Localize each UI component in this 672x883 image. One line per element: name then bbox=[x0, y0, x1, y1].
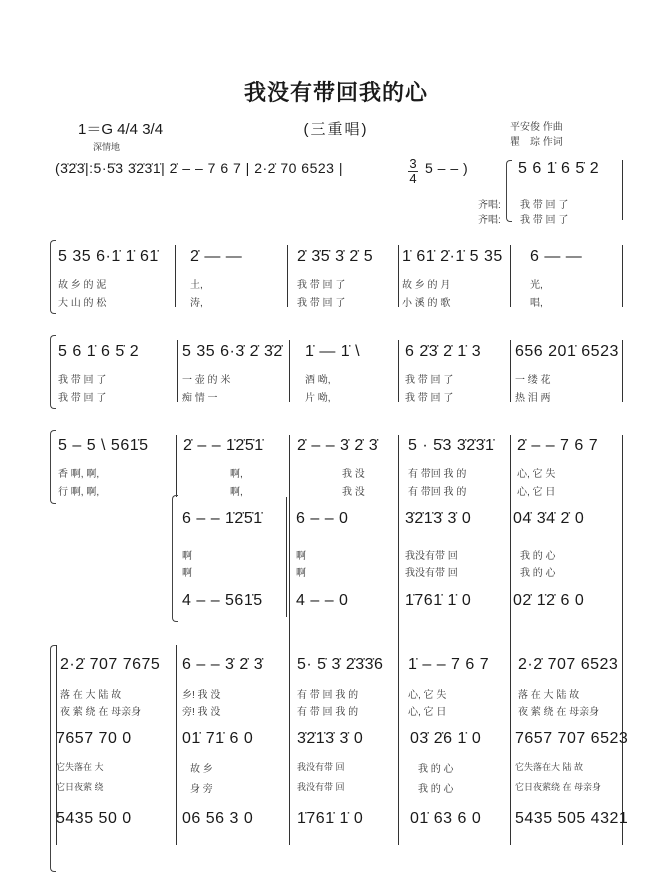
part3-notes: 02̇ 1̇2̇ 6 0 bbox=[513, 592, 585, 609]
lyrics-verse1: 土, bbox=[190, 280, 203, 291]
lyrics-verse2: 大 山 的 松 bbox=[58, 298, 107, 309]
measure-notes: 5 6 1̇ 6 5̇ 2 bbox=[58, 343, 140, 360]
measure-notes: 5 – 5 \ 561̇5 bbox=[58, 437, 149, 454]
lyrics-verse1: 有 带 回 我 的 bbox=[297, 690, 359, 701]
barline bbox=[289, 645, 290, 845]
part2-lyrics: 我 的 心 bbox=[520, 568, 556, 579]
part2-lyrics: 我没有带 回 bbox=[297, 782, 345, 792]
measure-notes: 656 201̇ 6523 bbox=[515, 343, 619, 360]
lyrics-verse2: 热 泪 两 bbox=[515, 393, 551, 404]
part2-lyrics: 我没有带 回 bbox=[297, 762, 345, 772]
lyrics-verse1: 一 壶 的 米 bbox=[182, 375, 231, 386]
lyrics-verse2: 夜 萦 绕 在 母亲身 bbox=[60, 707, 142, 718]
lyrics-verse2: 夜 萦 绕 在 母亲身 bbox=[518, 707, 600, 718]
part2-lyrics: 我 的 心 bbox=[520, 551, 556, 562]
measure-notes: 2·2̇ 707 7675 bbox=[60, 656, 161, 673]
lyrics-verse1: 啊, bbox=[230, 469, 243, 480]
system-bracket bbox=[50, 430, 56, 504]
lyrics-verse2: 心, 它 日 bbox=[517, 487, 556, 498]
barline bbox=[622, 340, 623, 402]
barline bbox=[510, 340, 511, 402]
system-bracket bbox=[50, 240, 56, 314]
measure-notes: 5 35 6·3̇ 2̇ 3̇2̇ bbox=[182, 343, 283, 360]
barline bbox=[286, 497, 287, 617]
lyrics-verse1: 我 带 回 了 bbox=[297, 280, 346, 291]
part3-notes: 5435 505 4321 bbox=[515, 810, 629, 827]
part2-lyrics: 啊 bbox=[296, 551, 306, 562]
barline bbox=[289, 340, 290, 402]
part3-notes: 1̇761̇ 1̇ 0 bbox=[405, 592, 472, 609]
lyricist-credit: 瞿 琮 作词 bbox=[510, 137, 563, 148]
measure-notes: 2·2̇ 707 6523 bbox=[518, 656, 619, 673]
measure-notes: 2̇ 3̇5̇ 3̇ 2̇ 5 bbox=[297, 248, 374, 265]
part3-notes: 4 – – 561̇5 bbox=[182, 592, 263, 609]
system-bracket bbox=[506, 160, 512, 222]
subtitle: (三重唱) bbox=[303, 121, 369, 138]
lyrics-verse2: 小 溪 的 歌 bbox=[402, 298, 451, 309]
lyrics-verse2: 我 没 bbox=[342, 487, 365, 498]
lyrics-verse1: 故 乡 的 月 bbox=[402, 280, 451, 291]
part2-notes: 7657 707 6523 bbox=[515, 730, 629, 747]
composer-credit: 平安俊 作曲 bbox=[510, 122, 563, 133]
barline bbox=[176, 435, 177, 497]
song-title: 我没有带回我的心 bbox=[243, 80, 428, 106]
lyrics-verse2: 涛, bbox=[190, 298, 203, 309]
measure-notes: 5 35 6·1̇ 1̇ 61̇ bbox=[58, 248, 159, 265]
part3-notes: 01̇ 63 6 0 bbox=[410, 810, 482, 827]
lyrics-verse2: 旁! 我 没 bbox=[182, 707, 221, 718]
lyrics-verse1: 心, 它 失 bbox=[517, 469, 556, 480]
part2-lyrics: 它日夜萦 绕 bbox=[56, 782, 104, 792]
measure-notes: 2̇ – – 1̇2̇5̇1̇ bbox=[183, 437, 264, 454]
barline bbox=[398, 245, 399, 307]
part2-lyrics: 我没有带 回 bbox=[405, 551, 458, 562]
lyrics-verse1: 心, 它 失 bbox=[408, 690, 447, 701]
part2-notes: 3̇2̇1̇3̇ 3̇ 0 bbox=[405, 510, 472, 527]
lyrics-verse2: 有 带回 我 的 bbox=[408, 487, 467, 498]
measure-notes: 2̇ – – 3̇ 2̇ 3̇ bbox=[297, 437, 379, 454]
lyrics-verse1: 乡! 我 没 bbox=[182, 690, 221, 701]
lyrics-verse1: 落 在 大 陆 故 bbox=[60, 690, 122, 701]
intro-end-notes: 5 – – ) bbox=[425, 160, 469, 176]
part2-lyrics: 身 旁 bbox=[190, 784, 213, 795]
part2-lyrics: 它日夜萦绕 在 母亲身 bbox=[515, 782, 602, 792]
part2-notes: 04̇ 3̇4̇ 2̇ 0 bbox=[513, 510, 585, 527]
voice-label: 齐唱: bbox=[478, 215, 501, 226]
barline bbox=[398, 340, 399, 402]
part2-lyrics: 我 的 心 bbox=[418, 764, 454, 775]
barline bbox=[175, 245, 176, 307]
part2-notes: 6 – – 1̇2̇5̇1̇ bbox=[182, 510, 263, 527]
part2-notes: 7657 70 0 bbox=[56, 730, 132, 747]
barline bbox=[622, 160, 623, 220]
part2-notes: 3̇2̇1̇3̇ 3̇ 0 bbox=[297, 730, 364, 747]
lyrics-verse2: 片 呦, bbox=[305, 393, 331, 404]
barline bbox=[287, 245, 288, 307]
barline bbox=[176, 645, 177, 845]
lyrics-verse2: 唱, bbox=[530, 298, 543, 309]
lyrics-verse1: 光, bbox=[530, 280, 543, 291]
lyrics-verse2: 啊, bbox=[230, 487, 243, 498]
lyrics-verse2: 心, 它 日 bbox=[408, 707, 447, 718]
lyrics-verse1: 我 带 回 了 bbox=[58, 375, 107, 386]
system-bracket bbox=[50, 335, 56, 409]
voice-label: 齐唱: bbox=[478, 200, 501, 211]
lyrics-verse2: 痴 情 一 bbox=[182, 393, 218, 404]
lyrics-verse1: 一 缕 花 bbox=[515, 375, 551, 386]
part2-notes: 6 – – 0 bbox=[296, 510, 349, 527]
measure-notes: 6 — — bbox=[530, 248, 583, 265]
part-bracket bbox=[172, 495, 178, 622]
part3-notes: 1̇761̇ 1̇ 0 bbox=[297, 810, 364, 827]
intro-notes: (3̇2̇3̇|:5·5̇3 3̇2̇3̇1̇| 2̇ – – 7 6 7 | 2·2̇ 70 6523 | bbox=[55, 160, 343, 176]
barline bbox=[398, 435, 399, 660]
measure-notes: 6 – – 3̇ 2̇ 3̇ bbox=[182, 656, 264, 673]
measure-notes: 5 6 1̇ 6 5̇ 2 bbox=[518, 160, 600, 177]
lyrics-verse2: 我 带 回 了 bbox=[58, 393, 107, 404]
barline bbox=[177, 340, 178, 402]
measure-notes: 5 · 5̇3 3̇2̇3̇1̇ bbox=[408, 437, 495, 454]
part3-notes: 06 56 3 0 bbox=[182, 810, 254, 827]
part2-lyrics: 啊 bbox=[182, 568, 192, 579]
part2-lyrics: 它失落在大 陆 故 bbox=[515, 762, 584, 772]
lyrics-verse1: 故 乡 的 泥 bbox=[58, 280, 107, 291]
lyrics-verse2: 我 带 回 了 bbox=[520, 215, 569, 226]
tempo-mark: 深情地 bbox=[93, 142, 121, 152]
barline bbox=[510, 435, 511, 660]
timesig-top: 3 bbox=[409, 156, 417, 171]
lyrics-verse1: 落 在 大 陆 故 bbox=[518, 690, 580, 701]
measure-notes: 1̇ – – 7 6 7 bbox=[408, 656, 490, 673]
measure-notes: 2̇ – – 7 6 7 bbox=[517, 437, 599, 454]
measure-notes: 2̇ — — bbox=[190, 248, 243, 265]
part3-notes: 5435 50 0 bbox=[56, 810, 132, 827]
part2-notes: 01̇ 71̇ 6 0 bbox=[182, 730, 254, 747]
lyrics-verse1: 香 啊, 啊, bbox=[58, 469, 100, 480]
barline bbox=[510, 245, 511, 307]
part2-lyrics: 啊 bbox=[182, 551, 192, 562]
part2-notes: 03̇ 2̇6 1̇ 0 bbox=[410, 730, 482, 747]
barline bbox=[622, 435, 623, 660]
part3-notes: 4 – – 0 bbox=[296, 592, 349, 609]
part2-lyrics: 它失落在 大 bbox=[56, 762, 104, 772]
measure-notes: 6 2̇3̇ 2̇ 1̇ 3 bbox=[405, 343, 482, 360]
key-signature: 1＝G 4/4 3/4 bbox=[78, 121, 164, 138]
lyrics-verse1: 酒 呦, bbox=[305, 375, 331, 386]
barline bbox=[622, 245, 623, 307]
lyrics-verse1: 我 带 回 了 bbox=[520, 200, 569, 211]
timesig-bottom: 4 bbox=[409, 171, 417, 186]
time-signature-change bbox=[408, 158, 418, 185]
lyrics-verse2: 我 带 回 了 bbox=[297, 298, 346, 309]
barline bbox=[289, 435, 290, 660]
barline bbox=[398, 645, 399, 845]
lyrics-verse2: 行 啊, 啊, bbox=[58, 487, 100, 498]
lyrics-verse2: 我 带 回 了 bbox=[405, 393, 454, 404]
measure-notes: 5· 5̇ 3̇ 2̇3̇3̇6 bbox=[297, 656, 384, 673]
lyrics-verse1: 我 带 回 了 bbox=[405, 375, 454, 386]
part2-lyrics: 啊 bbox=[296, 568, 306, 579]
lyrics-verse1: 我 没 bbox=[342, 469, 365, 480]
measure-notes: 1̇ 61̇ 2̇·1̇ 5 35 bbox=[402, 248, 503, 265]
part2-lyrics: 我 的 心 bbox=[418, 784, 454, 795]
barline bbox=[510, 645, 511, 845]
part2-lyrics: 故 乡 bbox=[190, 764, 213, 775]
lyrics-verse2: 有 带 回 我 的 bbox=[297, 707, 359, 718]
measure-notes: 1̇ — 1̇ \ bbox=[305, 343, 361, 360]
part2-lyrics: 我没有带 回 bbox=[405, 568, 458, 579]
lyrics-verse1: 有 带回 我 的 bbox=[408, 469, 467, 480]
